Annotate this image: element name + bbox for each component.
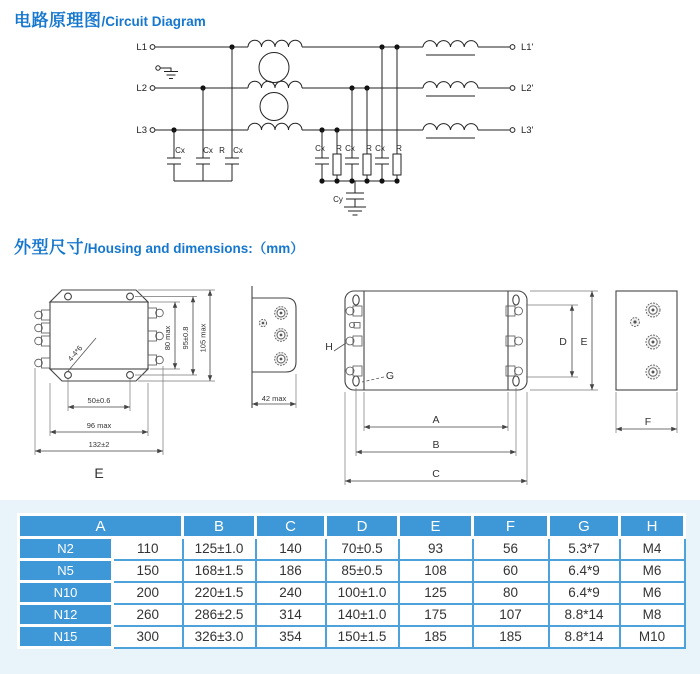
value-cell: 5.3*7 [549,538,620,560]
resistor-label: R [336,144,342,153]
circuit-diagram [0,35,700,225]
ground-symbol-icon [156,66,178,79]
dim-50: 50±0.6 [87,396,111,405]
terminal-icon [150,45,155,50]
value-cell: 326±3.0 [183,626,256,648]
cap-label: Cx [203,146,213,155]
side-view-drawing [252,286,296,408]
value-cell: 108 [399,560,473,582]
table-head [19,515,685,538]
mounting-slot-icon [353,295,359,305]
table-row [19,582,685,604]
housing-title-zh: 外型尺寸 [14,238,84,257]
dimensions-table [17,513,686,649]
value-cell: 314 [256,604,326,626]
cx-capacitor-group-left [167,47,239,181]
table-header-cell: A [19,515,183,538]
cy-capacitor-icon [344,181,366,215]
output-inductors-icon [423,41,478,138]
cap-label: Cx [233,146,243,155]
table-row [19,560,685,582]
value-cell: M6 [620,582,685,604]
value-cell: 6.4*9 [549,560,620,582]
dim-96max: 96 max [86,421,112,430]
table-header-cell: B [183,515,256,538]
label-g: G [385,370,395,382]
dim-e: E [580,336,588,348]
terminal-face-icons [631,303,660,379]
mounting-slot-icon [513,295,519,305]
input-label-l1: L1 [136,42,147,53]
housing-section-title [14,233,304,258]
table-row [19,626,685,648]
common-mode-choke-icon [248,40,302,130]
cap-label: Cx [175,146,185,155]
mounting-hole-icon [65,372,72,379]
mounting-slot-icon [353,376,359,386]
value-cell: 93 [399,538,473,560]
value-cell: 8.8*14 [549,604,620,626]
value-cell: 140 [256,538,326,560]
dim-132: 132±2 [88,440,110,449]
dim-f: F [644,416,652,428]
value-cell: 240 [256,582,326,604]
input-label-l3: L3 [136,125,147,136]
terminal-face-icons [259,307,287,366]
value-cell: 185 [399,626,473,648]
terminal-studs-right [148,308,163,365]
value-cell: 186 [256,560,326,582]
value-cell: 354 [256,626,326,648]
output-label-l2: L2' [521,83,534,94]
resistor-label: R [219,146,225,155]
input-label-l2: L2 [136,83,147,94]
housing-drawings [0,280,700,492]
model-cell: N15 [19,626,113,648]
value-cell: 100±1.0 [326,582,399,604]
value-cell: 168±1.5 [183,560,256,582]
dim-95: 95±0.8 [181,326,190,350]
table-row [19,604,685,626]
table-header-cell: F [473,515,549,538]
terminal-studs-left [35,310,50,368]
value-cell: 60 [473,560,549,582]
value-cell: 185 [473,626,549,648]
value-cell: M10 [620,626,685,648]
table-header-cell: E [399,515,473,538]
value-cell: 140±1.0 [326,604,399,626]
value-cell: 260 [113,604,183,626]
value-cell: 125 [399,582,473,604]
dim-c: C [432,468,440,480]
mounting-hole-icon [65,293,72,300]
view-label-e: E [94,465,104,481]
model-cell: N5 [19,560,113,582]
end-view-drawing [616,291,677,433]
cap-label: Cx [345,144,355,153]
dim-d: D [559,336,567,348]
table-header-cell: G [549,515,620,538]
dimensions-table-wrap [17,513,686,649]
housing-title-en: /Housing and dimensions:（mm） [84,241,304,256]
terminal-icon [150,86,155,91]
dim-105max: 105 max [198,323,208,353]
mounting-hole-icon [127,293,134,300]
value-cell: M8 [620,604,685,626]
terminal-icon [510,45,515,50]
cap-label: Cx [315,144,325,153]
value-cell: 56 [473,538,549,560]
circuit-section-title [14,6,206,31]
model-cell: N2 [19,538,113,560]
dim-80max: 80 max [163,325,172,351]
table-body [19,538,685,648]
value-cell: 110 [113,538,183,560]
value-cell: M6 [620,560,685,582]
cy-label: Cy [333,195,343,204]
value-cell: 200 [113,582,183,604]
model-cell: N10 [19,582,113,604]
value-cell: 175 [399,604,473,626]
value-cell: 286±2.5 [183,604,256,626]
cx-r-network-right [315,47,401,184]
value-cell: 80 [473,582,549,604]
value-cell: 300 [113,626,183,648]
dim-a: A [432,414,440,426]
resistor-label: R [396,144,402,153]
output-label-l1: L1' [521,42,534,53]
circuit-title-en: /Circuit Diagram [101,14,206,29]
dim-b: B [432,439,440,451]
value-cell: M4 [620,538,685,560]
value-cell: 107 [473,604,549,626]
mounting-hole-icon [127,372,134,379]
table-row [19,538,685,560]
resistor-label: R [366,144,372,153]
front-view-drawing [325,291,598,485]
value-cell: 150 [113,560,183,582]
value-cell: 150±1.5 [326,626,399,648]
value-cell: 125±1.0 [183,538,256,560]
output-label-l3: L3' [521,125,534,136]
label-h: H [325,341,333,353]
value-cell: 85±0.5 [326,560,399,582]
model-cell: N12 [19,604,113,626]
table-header-cell: D [326,515,399,538]
cap-label: Cx [375,144,385,153]
value-cell: 220±1.5 [183,582,256,604]
value-cell: 8.8*14 [549,626,620,648]
terminal-icon [150,128,155,133]
top-view-drawing [35,290,215,481]
value-cell: 6.4*9 [549,582,620,604]
dim-42max: 42 max [261,394,287,403]
hole-note-label: 4-4*6 [65,343,85,364]
table-header-cell: C [256,515,326,538]
value-cell: 70±0.5 [326,538,399,560]
circuit-title-zh: 电路原理图 [14,11,102,30]
terminal-icon [510,86,515,91]
mounting-slot-icon [513,376,519,386]
terminal-icon [510,128,515,133]
table-header-cell: H [620,515,685,538]
terminal-studs-left [346,306,362,376]
